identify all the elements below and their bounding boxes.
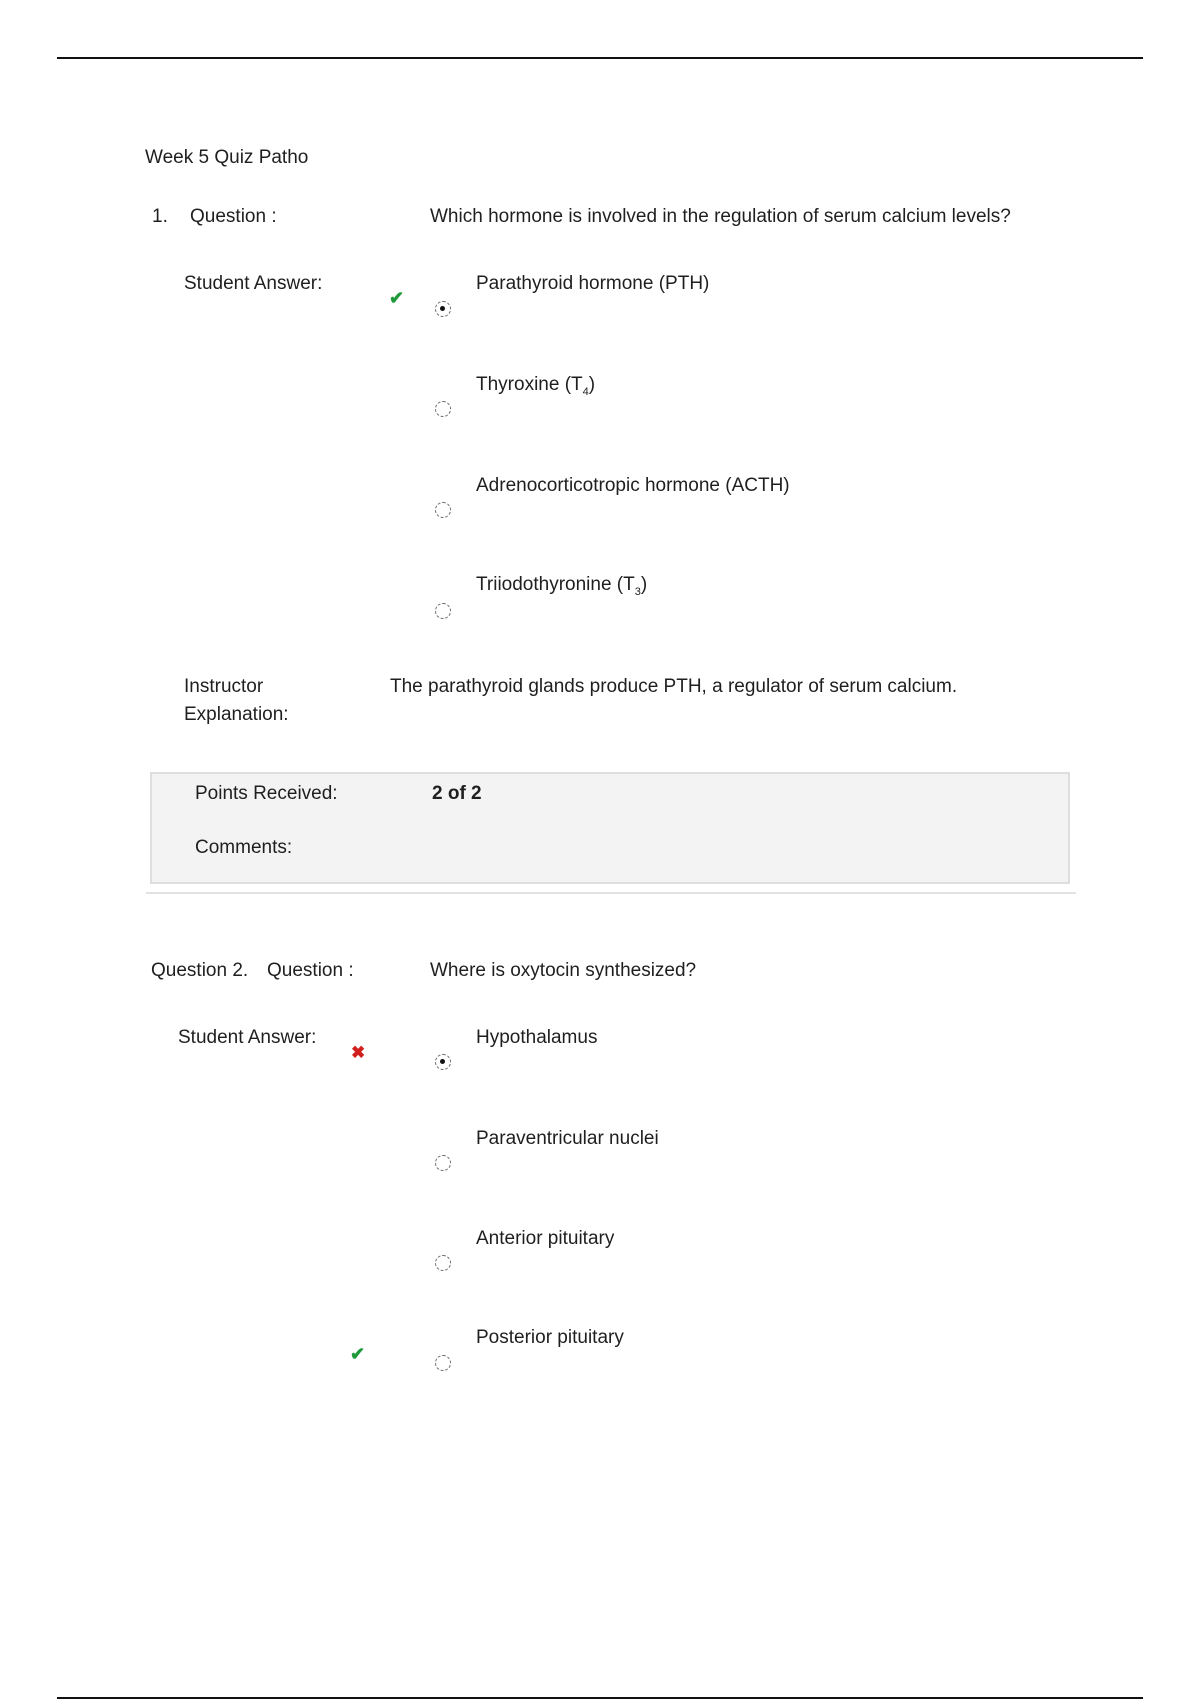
q1-explanation-text: The parathyroid glands produce PTH, a regulator of serum calcium.: [390, 676, 958, 697]
q1-points-label: Points Received:: [195, 783, 338, 804]
q2-option-4-label: Posterior pituitary: [476, 1327, 624, 1348]
q1-explanation-label-line2: Explanation:: [184, 704, 289, 725]
q2-question-label: Question :: [267, 960, 354, 981]
q2-option-2-radio[interactable]: [435, 1155, 451, 1171]
q2-option-2-label: Paraventricular nuclei: [476, 1128, 659, 1149]
bottom-rule: [57, 1697, 1143, 1699]
q1-comments-label: Comments:: [195, 837, 293, 858]
section-divider: [146, 892, 1076, 894]
q1-question-label: Question :: [190, 206, 277, 227]
page-title: Week 5 Quiz Patho: [145, 147, 309, 168]
q2-question-text: Where is oxytocin synthesized?: [430, 960, 697, 981]
q1-option-3-label: Adrenocorticotropic hormone (ACTH): [476, 475, 790, 496]
q2-option-3-radio[interactable]: [435, 1255, 451, 1271]
q1-correct-check-icon: ✔: [389, 288, 405, 308]
q1-option-2-label: Thyroxine $(T_4)$: [476, 374, 596, 398]
q1-question-text: Which hormone is involved in the regulation of serum calcium levels?: [430, 206, 1011, 227]
q1-number: 1.: [152, 206, 168, 227]
q1-option-3-radio[interactable]: [435, 502, 451, 518]
q2-option-1-label: Hypothalamus: [476, 1027, 598, 1048]
q1-option-4-radio[interactable]: [435, 603, 451, 619]
q1-explanation-label-line1: Instructor: [184, 676, 264, 697]
q2-incorrect-x-icon: ✖: [351, 1043, 366, 1062]
q2-number: Question 2.: [151, 960, 249, 981]
q2-option-4-radio[interactable]: [435, 1355, 451, 1371]
q1-points-value: 2 of 2: [432, 783, 482, 804]
q2-option-3-label: Anterior pituitary: [476, 1228, 615, 1249]
q2-option-1-radio[interactable]: [435, 1054, 451, 1070]
q1-option-1-label: Parathyroid hormone (PTH): [476, 273, 710, 294]
q1-option-1-radio[interactable]: [435, 301, 451, 317]
q2-student-answer-label: Student Answer:: [178, 1027, 317, 1048]
q1-student-answer-label: Student Answer:: [184, 273, 323, 294]
top-rule: [57, 57, 1143, 59]
q2-correct-check-icon: ✔: [350, 1344, 366, 1364]
q1-option-4-label: Triiodothyronine $(T_3)$: [476, 574, 648, 598]
q1-points-box: [150, 772, 1070, 884]
q1-option-2-radio[interactable]: [435, 401, 451, 417]
